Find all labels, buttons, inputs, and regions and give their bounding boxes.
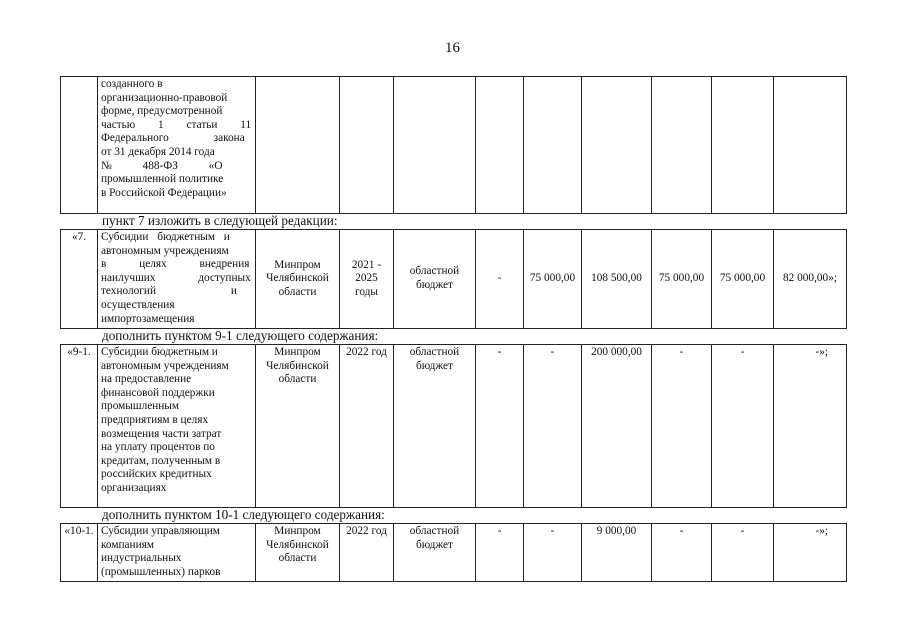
desc-line: автономным учреждениям [101, 244, 229, 257]
document-body [60, 76, 846, 582]
source-line: бюджет [416, 538, 453, 551]
desc-line: (промышленных) парков [101, 565, 221, 578]
value-cell: 75 000,00 [524, 230, 582, 329]
instruction-line: пункт 7 изложить в следующей редакции: [102, 213, 338, 228]
desc-line: созданного в [101, 78, 163, 90]
executor-line: Минпром [274, 525, 321, 537]
period-cell: 2022 год [340, 524, 394, 582]
desc-line: импортозамещения [101, 312, 195, 325]
desc-line: компаниям [101, 538, 154, 551]
source-line: бюджет [416, 279, 453, 291]
desc-line: Субсидии бюджетным и [101, 231, 230, 243]
desc-line: № 488-ФЗ «О [101, 159, 223, 172]
item-number: «7. [61, 230, 98, 329]
period-cell [340, 230, 394, 329]
desc-line: индустриальных [101, 552, 182, 565]
desc-line: кредитам, полученным в [101, 454, 221, 467]
value-cell: -»; [774, 524, 847, 582]
instruction-line: дополнить пунктом 9-1 следующего содержания: [102, 328, 379, 343]
description-cell [98, 230, 256, 329]
period-line: 2025 [355, 272, 378, 285]
source-line: областной [409, 346, 460, 358]
instruction-line: дополнить пунктом 10-1 следующего содержания: [102, 507, 385, 522]
source-line: областной [409, 525, 460, 537]
period-cell: 2022 год [340, 345, 394, 508]
table-row-9-1 [60, 344, 847, 508]
executor-line: Минпром [274, 258, 321, 271]
desc-line: осуществления [101, 298, 175, 311]
desc-line: на уплату процентов по [101, 441, 215, 454]
executor-cell [256, 230, 340, 329]
value-cell: - [476, 524, 524, 582]
executor-cell [256, 345, 340, 508]
desc-line: организациях [101, 481, 167, 494]
executor-line: Челябинской [266, 359, 329, 372]
item-number: «10-1. [61, 524, 98, 582]
value-cell: 108 500,00 [582, 230, 652, 329]
desc-line: от 31 декабря 2014 года [101, 145, 215, 158]
value-cell: 75 000,00 [712, 230, 774, 329]
desc-line: частью 1 статьи 11 [101, 118, 252, 131]
value-cell: - [652, 345, 712, 508]
desc-line: промышленной политике [101, 173, 224, 186]
executor-line: Челябинской [266, 538, 329, 551]
description-cell [98, 524, 256, 582]
desc-line: Субсидии бюджетным и [101, 346, 218, 358]
period-line: годы [354, 285, 378, 298]
desc-line: возмещения части затрат [101, 427, 222, 440]
table-row-7 [60, 229, 847, 329]
source-cell [394, 230, 476, 329]
value-cell: - [524, 524, 582, 582]
value-cell: 75 000,00 [652, 230, 712, 329]
desc-line: Субсидии управляющим [101, 525, 220, 537]
desc-line: финансовой поддержки [101, 386, 215, 399]
value-cell: - [652, 524, 712, 582]
value-cell: - [476, 230, 524, 329]
num-cell [61, 77, 98, 214]
description-cell [98, 345, 256, 508]
executor-line: Минпром [274, 346, 321, 358]
source-line: областной [409, 265, 460, 278]
value-cell: - [476, 345, 524, 508]
executor-line: области [278, 373, 317, 386]
desc-line: на предоставление [101, 373, 192, 386]
executor-line: Челябинской [266, 272, 329, 285]
table-row-10-1 [60, 523, 847, 582]
value-cell: -»; [774, 345, 847, 508]
item-number: «9-1. [61, 345, 98, 508]
source-cell [394, 345, 476, 508]
executor-line: области [278, 285, 317, 298]
executor-line: области [278, 552, 317, 565]
value-cell: 200 000,00 [582, 345, 652, 508]
desc-line: форме, предусмотренной [101, 105, 223, 118]
desc-line: предприятиям в целях [101, 413, 209, 426]
value-cell: 9 000,00 [582, 524, 652, 582]
desc-line: Федерального закона [101, 132, 245, 145]
period-line: 2021 - [351, 258, 382, 271]
source-cell [394, 524, 476, 582]
desc-line: организационно-правовой [101, 91, 228, 104]
desc-line: российских кредитных [101, 468, 212, 481]
desc-line: в целях внедрения [101, 258, 250, 271]
value-cell: - [712, 345, 774, 508]
executor-cell [256, 524, 340, 582]
page-number: 16 [445, 40, 460, 56]
table-block-continuation [60, 76, 847, 214]
value-cell: - [524, 345, 582, 508]
desc-line: технологий и [101, 285, 237, 298]
desc-line: промышленным [101, 400, 180, 413]
value-cell: - [712, 524, 774, 582]
desc-line: наилучших доступных [101, 271, 251, 284]
description-cell [98, 77, 256, 214]
desc-line: автономным учреждениям [101, 359, 229, 372]
desc-line: в Российской Федерации» [101, 186, 227, 199]
value-cell: 82 000,00»; [774, 230, 847, 329]
source-line: бюджет [416, 359, 453, 372]
